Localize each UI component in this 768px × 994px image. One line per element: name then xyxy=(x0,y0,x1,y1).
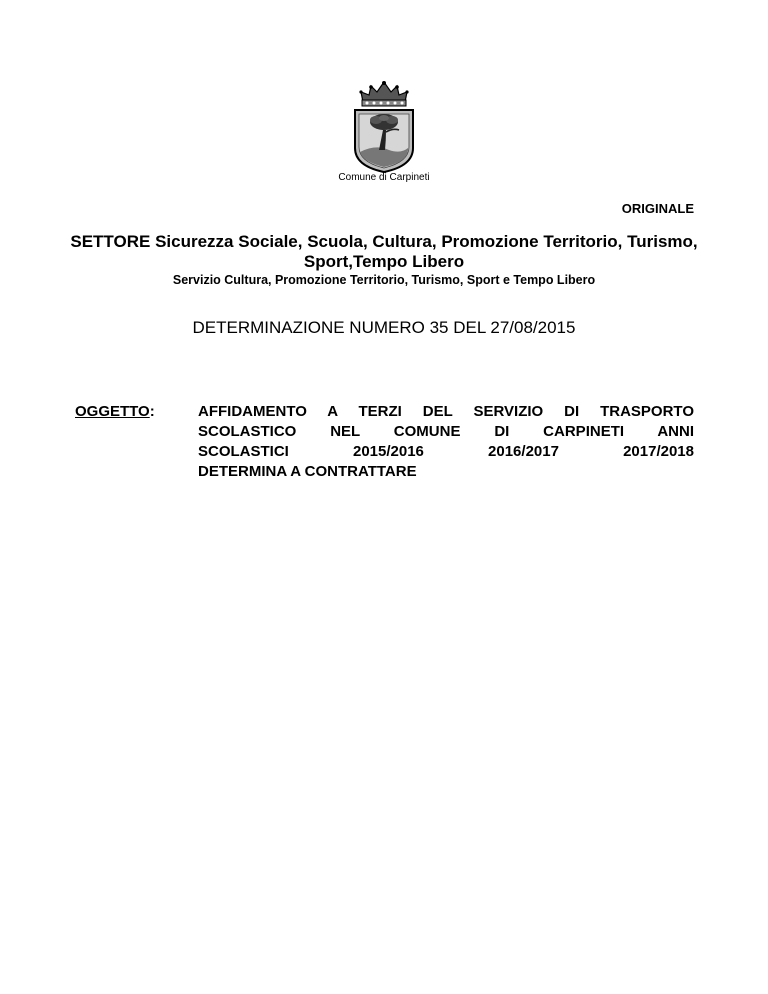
subject-line: SCOLASTICO NEL COMUNE DI CARPINETI ANNI xyxy=(198,423,694,440)
subject-line: AFFIDAMENTO A TERZI DEL SERVIZIO DI TRASPORTO xyxy=(198,403,694,420)
municipal-crest-icon xyxy=(341,78,427,174)
service-subtitle: Servizio Cultura, Promozione Territorio, Turismo, Sport e Tempo Libero xyxy=(172,273,596,287)
shield-icon xyxy=(355,110,413,172)
municipality-caption: Comune di Carpineti xyxy=(338,172,430,183)
crown-icon xyxy=(359,81,408,106)
subject-line: SCOLASTICI 2015/2016 2016/2017 2017/2018 xyxy=(198,443,694,460)
subject-line: DETERMINA A CONTRATTARE xyxy=(198,463,417,480)
subject-text xyxy=(198,402,694,482)
document-status-label: ORIGINALE xyxy=(621,201,694,216)
determination-title: DETERMINAZIONE NUMERO 35 DEL 27/08/2015 xyxy=(192,318,576,337)
subject-label-colon: : xyxy=(149,403,155,420)
sector-title: SETTORE Sicurezza Sociale, Scuola, Cultura, Promozione Territorio, Turismo, Sport,Tempo Libero xyxy=(70,232,698,271)
subject-label xyxy=(75,402,155,422)
subject-label-text: OGGETTO xyxy=(75,403,150,420)
